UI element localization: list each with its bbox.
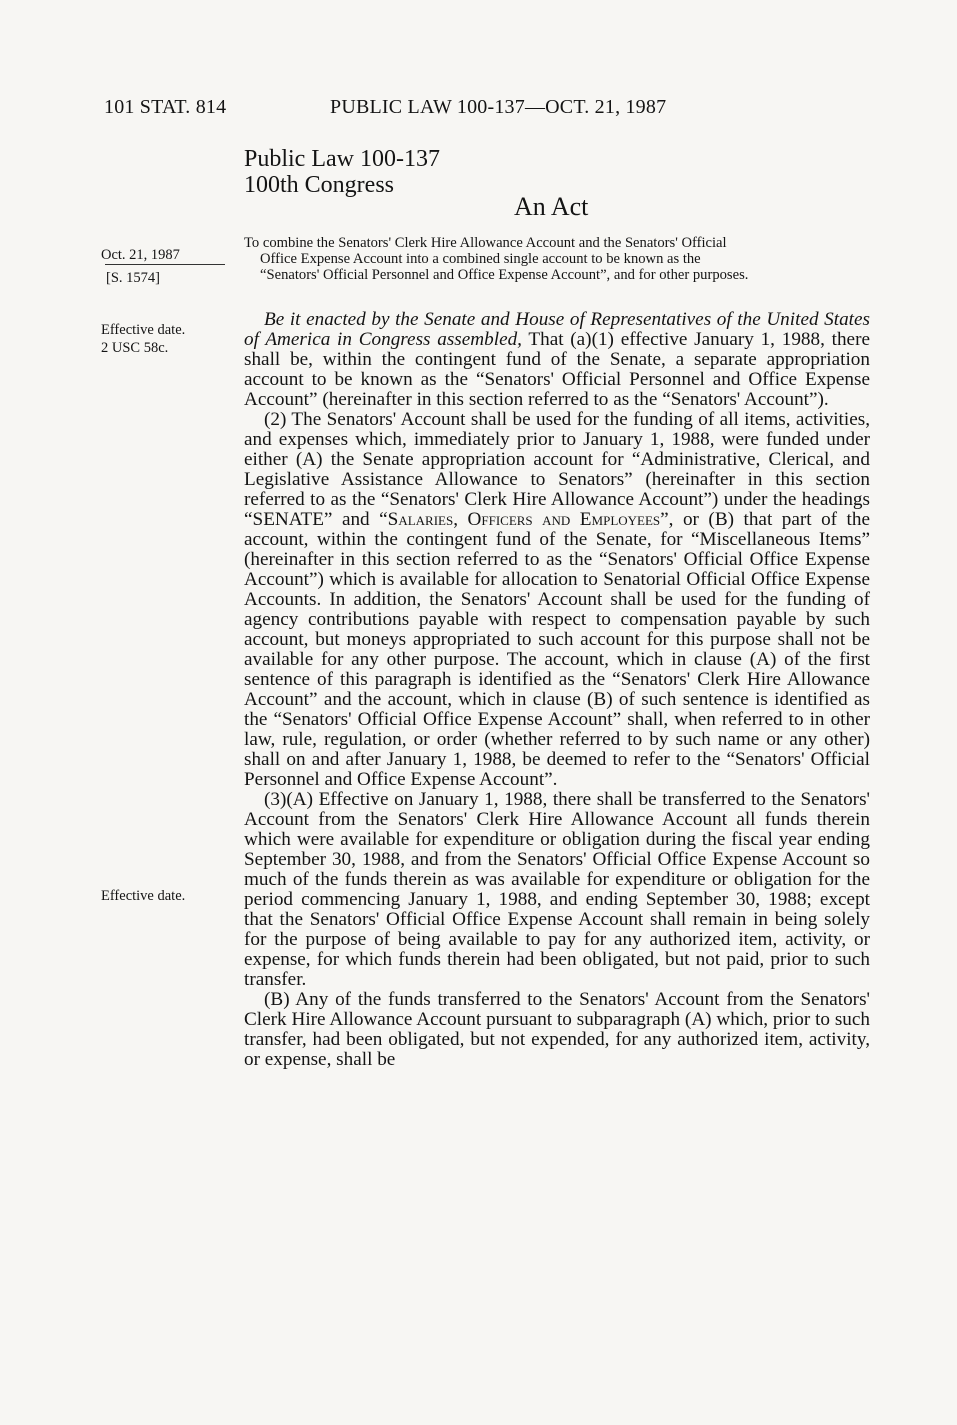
- page-reference: 101 STAT. 814: [104, 96, 227, 118]
- margin-effective-date-2: Effective date.: [101, 888, 186, 904]
- purpose-line: “Senators' Official Personnel and Office Expense Account”, and for other purposes.: [260, 266, 749, 283]
- body-text: [244, 310, 870, 1070]
- purpose-statement: [244, 236, 870, 283]
- title-block: [244, 146, 440, 198]
- purpose-line: To combine the Senators' Clerk Hire Allowance Account and the Senators' Official: [244, 235, 727, 251]
- act-label: An Act: [514, 192, 589, 221]
- margin-usc-citation: 2 USC 58c.: [101, 340, 169, 356]
- margin-effective-date: Effective date.: [101, 322, 186, 338]
- congress-number: 100th Congress: [244, 172, 394, 198]
- paragraph-3b: (B) Any of the funds transferred to the Senators' Account from the Senators' Clerk Hire Allowance Account pursuant to subparagraph (A) which, prior to such transfer, had been obligated, but not expended, for any authorized item, activity, or expense, shall be: [244, 989, 870, 1070]
- margin-bill-number: [S. 1574]: [106, 270, 160, 286]
- paragraph-2: [244, 410, 870, 790]
- paragraph-a1: [244, 310, 870, 410]
- enacting-clause: Be it enacted by the Senate and House of Representatives of the United States of America in Congress assembled,: [244, 309, 870, 350]
- salaries-heading: Salaries, Officers and Employees: [387, 509, 661, 530]
- purpose-line: Office Expense Account into a combined single account to be known as the: [260, 250, 701, 267]
- paragraph-2-text-a: (2) The Senators' Account shall be used for the funding of all items, activities, and expenses which, immediately prior to January 1, 1988, were funded under either (A) the Senate appropriation account for “Administrative, Clerical, and Legislative Assistance Allowance to Senators” (hereinafter in this section referred to as the “Senators' Clerk Hire Allowance Account”) under the headings “SENATE” and “: [244, 409, 870, 530]
- paragraph-3a: (3)(A) Effective on January 1, 1988, there shall be transferred to the Senators' Account from the Senators' Clerk Hire Allowance Account all funds therein which were available for expenditure or obligation during the fiscal year ending September 30, 1988, and from the Senators' Official Office Expense Account so much of the funds therein as was available for expenditure or obligation for the period commencing January 1, 1988, and ending September 30, 1988; except that the Senators' Official Office Expense Account shall remain in being solely for the purpose of being available to pay for any authorized item, activity, or expense, for which funds therein had been obligated, but not paid, prior to such transfer.: [244, 789, 870, 990]
- margin-date: Oct. 21, 1987: [101, 247, 180, 263]
- paragraph-a1-text: That (a)(1) effective January 1, 1988, there shall be, within the contingent fund of the Senate, a separate appropriation account to be known as the “Senators' Official Personnel and Office Expense Account” (hereinafter in this section referred to as the “Senators' Account”).: [244, 329, 870, 410]
- paragraph-2-text-b: ”, or (B) that part of the account, within the contingent fund of the Senate, for “Miscellaneous Items” (hereinafter in this section referred to as the “Senators' Official Office Expense Account”) which is available for allocation to Senatorial Official Office Expense Accounts. In addition, the Senators' Account shall be used for the funding of agency contributions payable with respect to compensation payable by such account, but moneys appropriated to such account for this purpose shall not be available for any other purpose. The account, which in clause (A) of the first sentence of this paragraph is identified as the “Senators' Clerk Hire Allowance Account” and the account, which in clause (B) of such sentence is identified as the “Senators' Official Office Expense Account” shall, when referred to in other law, rule, regulation, or order (whether referred to by such name or any other) shall on and after January 1, 1988, be deemed to refer to the “Senators' Official Personnel and Office Expense Account”.: [244, 509, 870, 790]
- margin-divider: [105, 264, 225, 265]
- law-reference-header: PUBLIC LAW 100-137—OCT. 21, 1987: [330, 96, 667, 118]
- public-law-number: Public Law 100-137: [244, 146, 440, 172]
